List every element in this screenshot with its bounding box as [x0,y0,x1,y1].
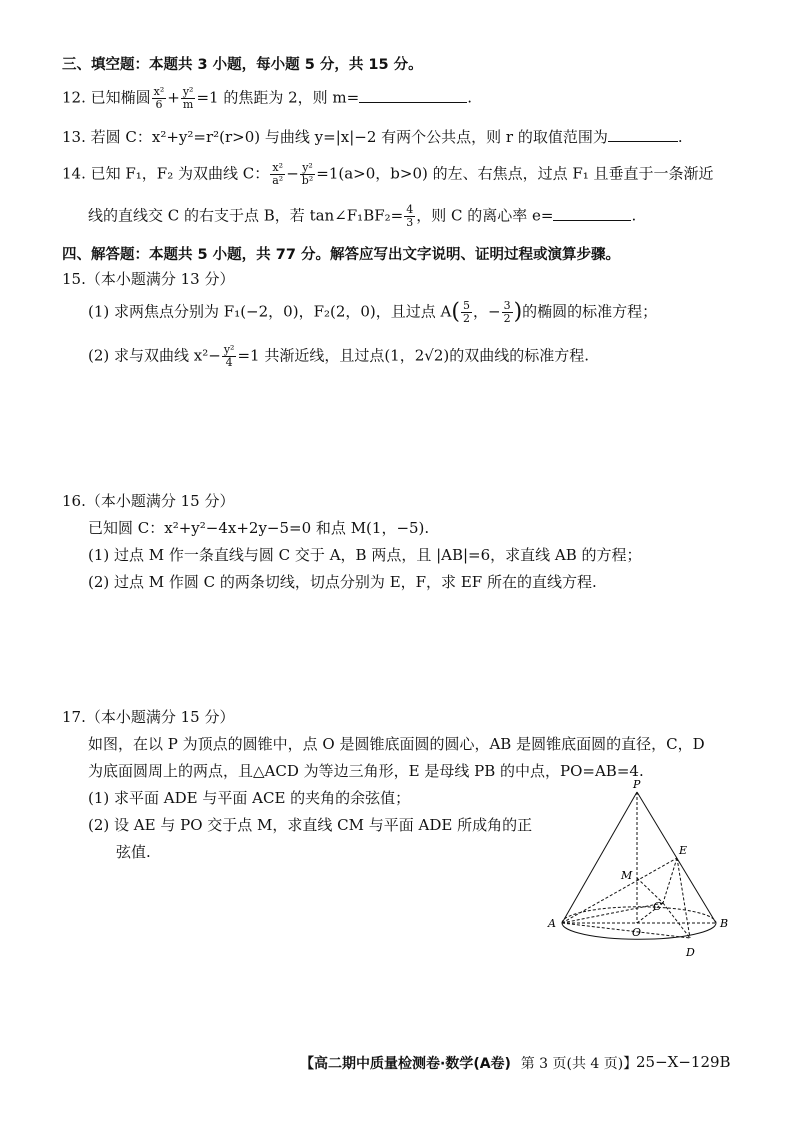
cone-base-back [562,907,716,923]
question-16-part2: (2) 过点 M 作圆 C 的两条切线，切点分别为 E，F，求 EF 所在的直线方程. [88,573,597,591]
fraction-3-2: $\frac{3}{2}$ [503,299,511,325]
question-16-part1: (1) 过点 M 作一条直线与圆 C 交于 A，B 两点，且 |AB|=6，求直线 AB 的方程； [88,546,642,564]
question-17-part2b: 弦值. [116,843,151,861]
answer-blank-12[interactable] [359,87,467,103]
fraction-5-2: $\frac{5}{2}$ [462,299,470,325]
question-16-header: 16.（本小题满分 15 分） [62,492,235,510]
line-PB [637,792,716,923]
label-B: B [720,917,729,930]
question-14-line2: 线的直线交 C 的右支于点 B，若 tan∠F₁BF₂= $\frac{4}{3}$ ，则 C 的离心率 e= . [88,203,637,229]
footer-code: 25−X−129B [636,1053,731,1071]
section3-title: 三、填空题：本题共 3 小题，每小题 5 分，共 15 分。 [62,57,423,73]
cone-figure [540,778,740,968]
label-O: O [632,926,642,939]
label-D: D [686,946,695,959]
question-17-header: 17.（本小题满分 15 分） [62,708,235,726]
answer-blank-13[interactable] [608,126,678,142]
question-17-line1: 如图，在以 P 为顶点的圆锥中，点 O 是圆锥底面圆的圆心，AB 是圆锥底面圆的直径，C，D [88,735,705,753]
section4-title: 四、解答题：本题共 5 小题，共 77 分。解答应写出文字说明、证明过程或演算步骤。 [62,247,620,263]
question-13: 13. 若圆 C：x²+y²=r²(r>0) 与曲线 y=|x|−2 有两个公共点，则 r 的取值范围为 . [62,128,683,146]
question-14-line1: 14. 已知 F₁，F₂ 为双曲线 C： $\frac{\text{x²}}{\text{a²}}$ − $\frac{\text{y²}}{\text{b²}}$ =1(a>0，b>0) 的左、右焦点，过点 F₁ 且垂直于一条渐近 [62,161,714,187]
question-16-given: 已知圆 C：x²+y²−4x+2y−5=0 和点 M(1，−5). [88,519,430,537]
answer-blank-14[interactable] [553,205,631,221]
label-C: C [653,900,662,913]
question-15-part2: (2) 求与双曲线 x²− $\frac{\text{y²}}{4}$ =1 共渐近线，且过点(1，2√2)的双曲线的标准方程. [88,343,589,369]
label-M: M [621,869,633,882]
fraction-x2-a2: $\frac{\text{x²}}{\text{a²}}$ [272,161,284,187]
question-17-line2: 为底面圆周上的两点，且△ACD 为等边三角形，E 是母线 PB 的中点，PO=AB=4. [88,762,644,780]
footer-title: 【高二期中质量检测卷·数学(A卷) 第 3 页(共 4 页)】 [300,1056,638,1072]
label-A: A [548,917,556,930]
line-PA [562,792,637,923]
question-15-header: 15.（本小题满分 13 分） [62,270,235,288]
fraction-y2-4: $\frac{\text{y²}}{4}$ [223,343,235,369]
fraction-4-3: $\frac{4}{3}$ [406,203,414,229]
question-17-part2a: (2) 设 AE 与 PO 交于点 M，求直线 CM 与平面 ADE 所成角的正 [88,816,533,834]
question-15-part1: (1) 求两焦点分别为 F₁(−2，0)，F₂(2，0)，且过点 A( $\frac{5}{2}$ ，− $\frac{3}{2}$ )的椭圆的标准方程； [88,299,658,325]
label-P: P [633,778,641,791]
question-17-part1: (1) 求平面 ADE 与平面 ACE 的夹角的余弦值； [88,789,411,807]
question-12: 12. 已知椭圆 $\frac{\text{x²}}{6}$ + $\frac{\text{y²}}{m}$ =1 的焦距为 2，则 m= . [62,85,472,111]
fraction-x2-6: $\frac{\text{x²}}{6}$ [153,85,165,111]
label-E: E [679,844,688,857]
fraction-y2-m: $\frac{\text{y²}}{m}$ [182,85,194,111]
fraction-y2-b2: $\frac{\text{y²}}{\text{b²}}$ [301,161,314,187]
